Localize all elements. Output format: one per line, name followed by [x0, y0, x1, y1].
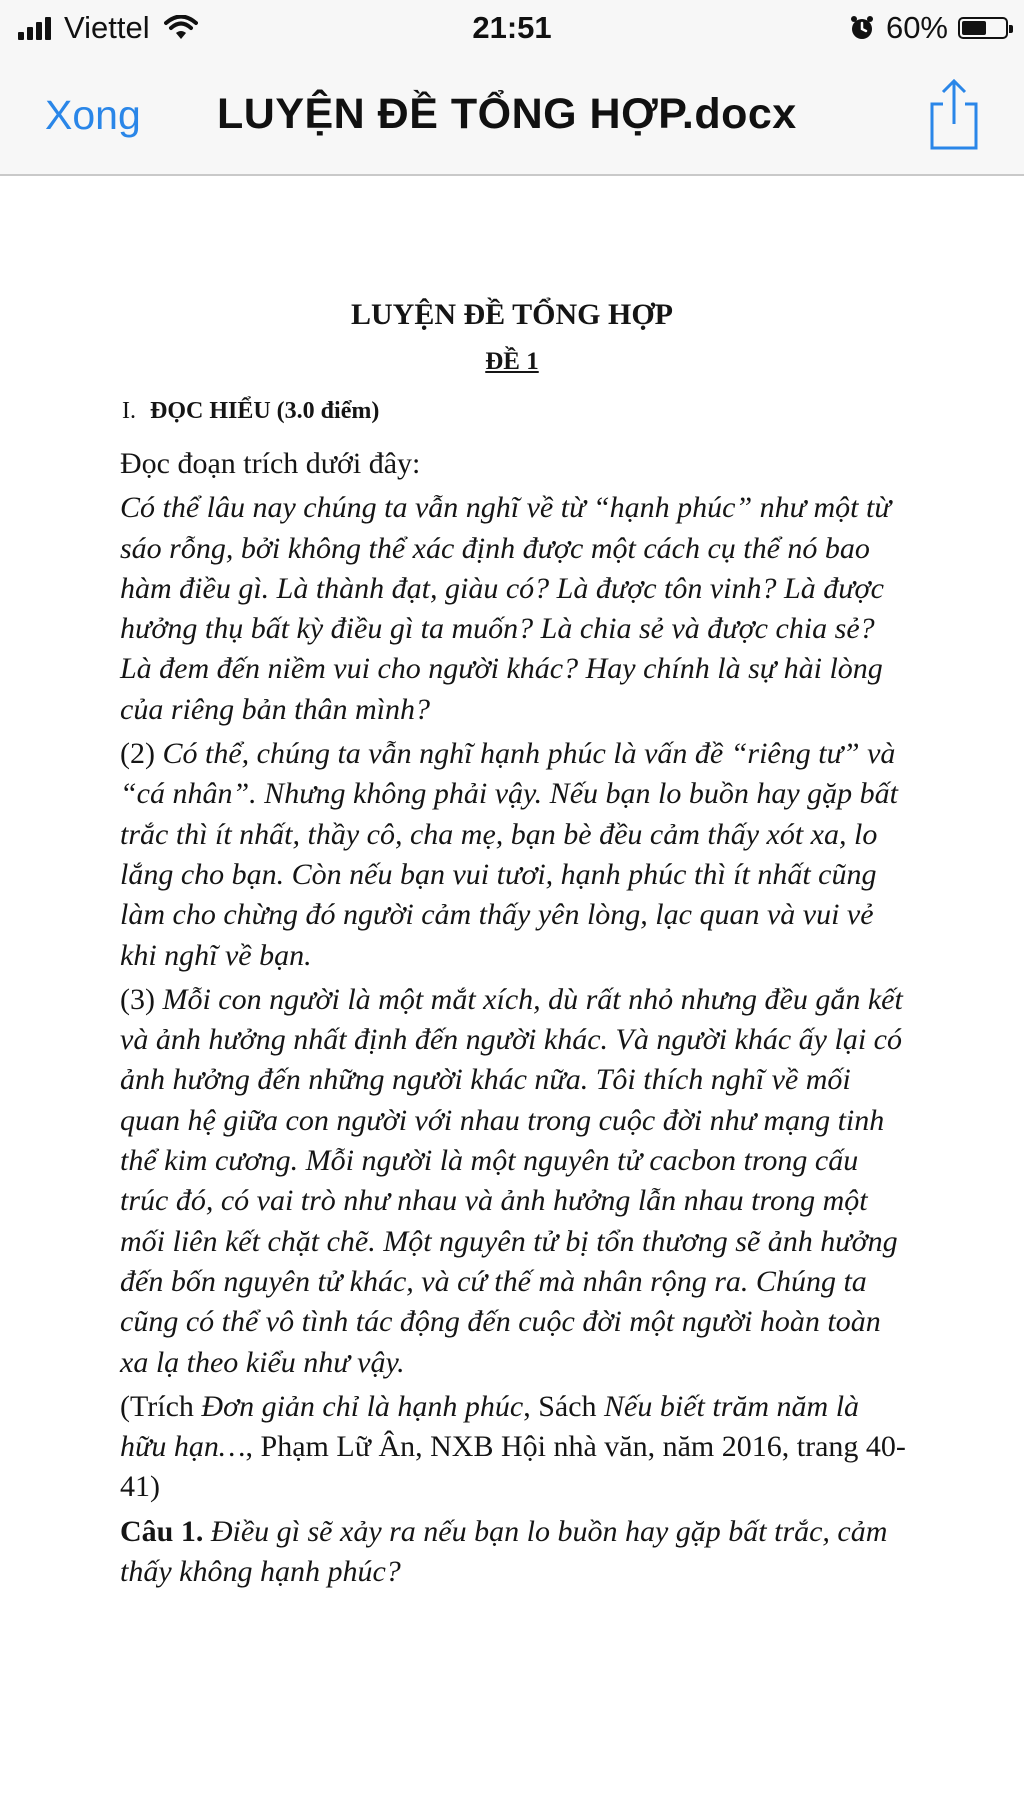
- battery-fill: [962, 21, 986, 35]
- document-viewer[interactable]: [0, 176, 1024, 1820]
- section-heading: [122, 398, 379, 425]
- document-subheading: ĐỀ 1: [485, 348, 539, 375]
- share-icon[interactable]: [926, 76, 982, 152]
- status-bar: [0, 0, 1024, 58]
- intro-paragraph: Đọc đoạn trích dưới đây:: [120, 447, 421, 480]
- source-citation: [120, 1387, 910, 1508]
- battery-cap: [1009, 25, 1013, 33]
- status-time: 21:51: [472, 10, 552, 45]
- citation-separator: , Sách: [523, 1389, 605, 1423]
- citation-title-2: Nếu biết trăm năm là hữu hạn…: [120, 1389, 860, 1464]
- paragraph-3-text: Mỗi con người là một mắt xích, dù rất nhỏ nhưng đều gắn kết và ảnh hưởng nhất định đến người khác. Và người khác ấy lại có ảnh hưởng đến những người khác nữa. Tôi thích nghĩ về mối quan hệ giữa con người với nhau trong cuộc đời như mạng tinh thể kim cương. Mỗi người là một nguyên tử cacbon trong cấu trúc đó, có vai trò như nhau và ảnh hưởng lẫn nhau trong một mối liên kết chặt chẽ. Một nguyên tử bị tổn thương sẽ ảnh hưởng đến bốn nguyên tử khác, và cứ thế mà nhân rộng ra. Chúng ta cũng có thể vô tình tác động đến cuộc đời một người hoàn toàn xa lạ theo kiểu như vậy.: [120, 982, 903, 1379]
- battery-icon: [958, 17, 1008, 39]
- carrier-name: Viettel: [64, 10, 150, 45]
- citation-rest: , Phạm Lữ Ân, NXB Hội nhà văn, năm 2016, trang 40-41): [120, 1430, 906, 1504]
- battery-percentage: 60%: [885, 10, 948, 45]
- citation-title-1: Đơn giản chỉ là hạnh phúc: [201, 1389, 524, 1423]
- document-heading: LUYỆN ĐỀ TỔNG HỢP: [351, 298, 673, 331]
- section-number: I.: [122, 398, 136, 424]
- paragraph-3-number: (3): [120, 982, 155, 1016]
- document-body: [120, 444, 910, 1596]
- done-button[interactable]: Xong: [45, 92, 141, 138]
- question-1-text: Điều gì sẽ xảy ra nếu bạn lo buồn hay gặp bất trắc, cảm thấy không hạnh phúc?: [120, 1514, 888, 1589]
- status-right: [850, 10, 1008, 46]
- section-title: ĐỌC HIỂU (3.0 điểm): [150, 398, 380, 424]
- paragraph-3: [120, 980, 910, 1383]
- alarm-clock-icon: [850, 15, 874, 41]
- paragraph-2-number: (2): [120, 737, 155, 771]
- navigation-bar: [0, 58, 1024, 176]
- question-1: [120, 1512, 910, 1593]
- citation-open: (Trích: [120, 1389, 202, 1423]
- document-file-title: LUYỆN ĐỀ TỔNG HỢP.docx: [217, 90, 797, 138]
- paragraph-1: Có thể lâu nay chúng ta vẫn nghĩ về từ “hạnh phúc” như một từ sáo rỗng, bởi không thể xác định được một cách cụ thể nó bao hàm điều gì. Là thành đạt, giàu có? Là được tôn vinh? Là được hưởng thụ bất kỳ điều gì ta muốn? Là chia sẻ và được chia sẻ? Là đem đến niềm vui cho người khác? Hay chính là sự hài lòng của riêng bản thân mình?: [120, 491, 891, 726]
- paragraph-2-text: Có thể, chúng ta vẫn nghĩ hạnh phúc là vấn đề “riêng tư” và “cá nhân”. Nhưng không phải vậy. Nếu bạn lo buồn hay gặp bất trắc thì ít nhất, thầy cô, cha mẹ, bạn bè đều cảm thấy xót xa, lo lắng cho bạn. Còn nếu bạn vui tươi, hạnh phúc thì ít nhất cũng làm cho chừng đó người cảm thấy yên lòng, lạc quan và vui vẻ khi nghĩ về bạn.: [120, 737, 898, 972]
- question-1-label: Câu 1.: [120, 1514, 204, 1548]
- paragraph-2: [120, 734, 910, 976]
